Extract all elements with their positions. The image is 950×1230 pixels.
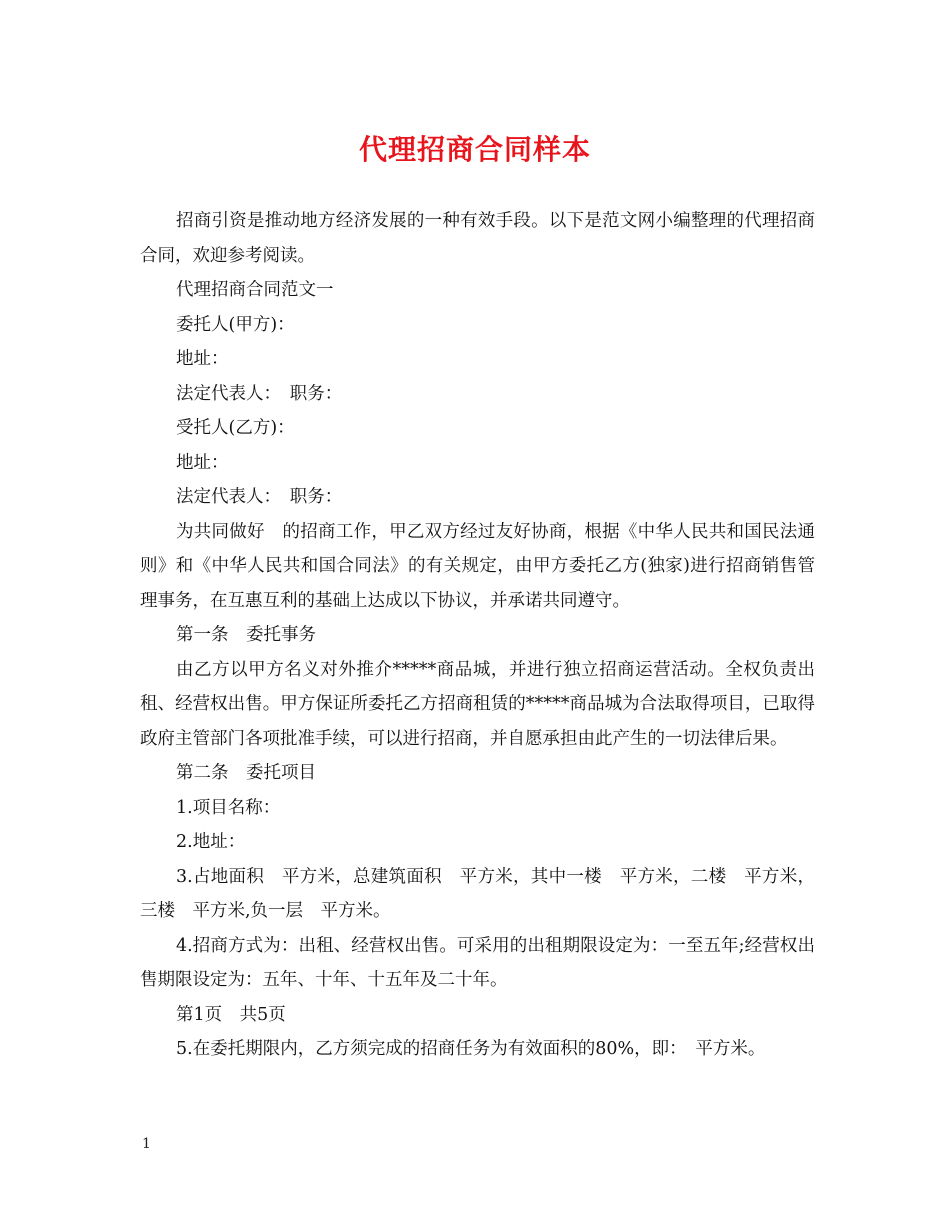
paragraph-page-counter: 第1页 共5页 — [176, 1004, 286, 1025]
paragraph-client-address: 地址： — [176, 349, 229, 369]
paragraph-article-1-body: 由乙方以甲方名义对外推介*****商品城，并进行独立招商运营活动。全权负责出租、经营权出售。甲方保证所委托乙方招商租赁的*****商品城为合法取得项目，已取得政府主管部门各项批准手续，可以进行招商，并自愿承担由此产生的一切法律后果。 — [140, 659, 815, 749]
paragraph-agent-address: 地址： — [176, 452, 229, 473]
paragraph-agent: 受托人(乙方)： — [176, 418, 295, 438]
paragraph-client: 委托人(甲方)： — [176, 314, 295, 335]
paragraph-item-2: 2.地址： — [176, 832, 246, 852]
paragraph-client-representative: 法定代表人： 职务： — [176, 383, 343, 404]
paragraph-sample-heading: 代理招商合同范文一 — [176, 280, 334, 300]
paragraph-article-1-heading: 第一条 委托事务 — [176, 625, 316, 645]
document-title: 代理招商合同样本 — [358, 133, 591, 166]
document-body — [140, 204, 815, 1067]
paragraph-agent-representative: 法定代表人： 职务： — [176, 487, 343, 507]
paragraph-item-4: 4.招商方式为：出租、经营权出售。可采用的出租期限设定为：一至五年;经营权出售期限设定为：五年、十年、十五年及二十年。 — [140, 935, 815, 990]
paragraph-item-1: 1.项目名称： — [176, 797, 281, 818]
paragraph-item-3: 3.占地面积 平方米，总建筑面积 平方米，其中一楼 平方米，二楼 平方米，三楼 平方米,负一层 平方米。 — [140, 866, 815, 921]
paragraph-preamble: 为共同做好 的招商工作，甲乙双方经过友好协商，根据《中华人民共和国民法通则》和《中华人民共和国合同法》的有关规定，由甲方委托乙方(独家)进行招商销售管理事务，在互惠互利的基础上达成以下协议，并承诺共同遵守。 — [140, 521, 815, 611]
paragraph-item-5: 5.在委托期限内，乙方须完成的招商任务为有效面积的80%，即： 平方米。 — [176, 1039, 766, 1059]
page-number: 1 — [142, 1136, 151, 1152]
paragraph-intro: 招商引资是推动地方经济发展的一种有效手段。以下是范文网小编整理的代理招商合同，欢迎参考阅读。 — [140, 211, 815, 266]
paragraph-article-2-heading: 第二条 委托项目 — [176, 763, 316, 783]
